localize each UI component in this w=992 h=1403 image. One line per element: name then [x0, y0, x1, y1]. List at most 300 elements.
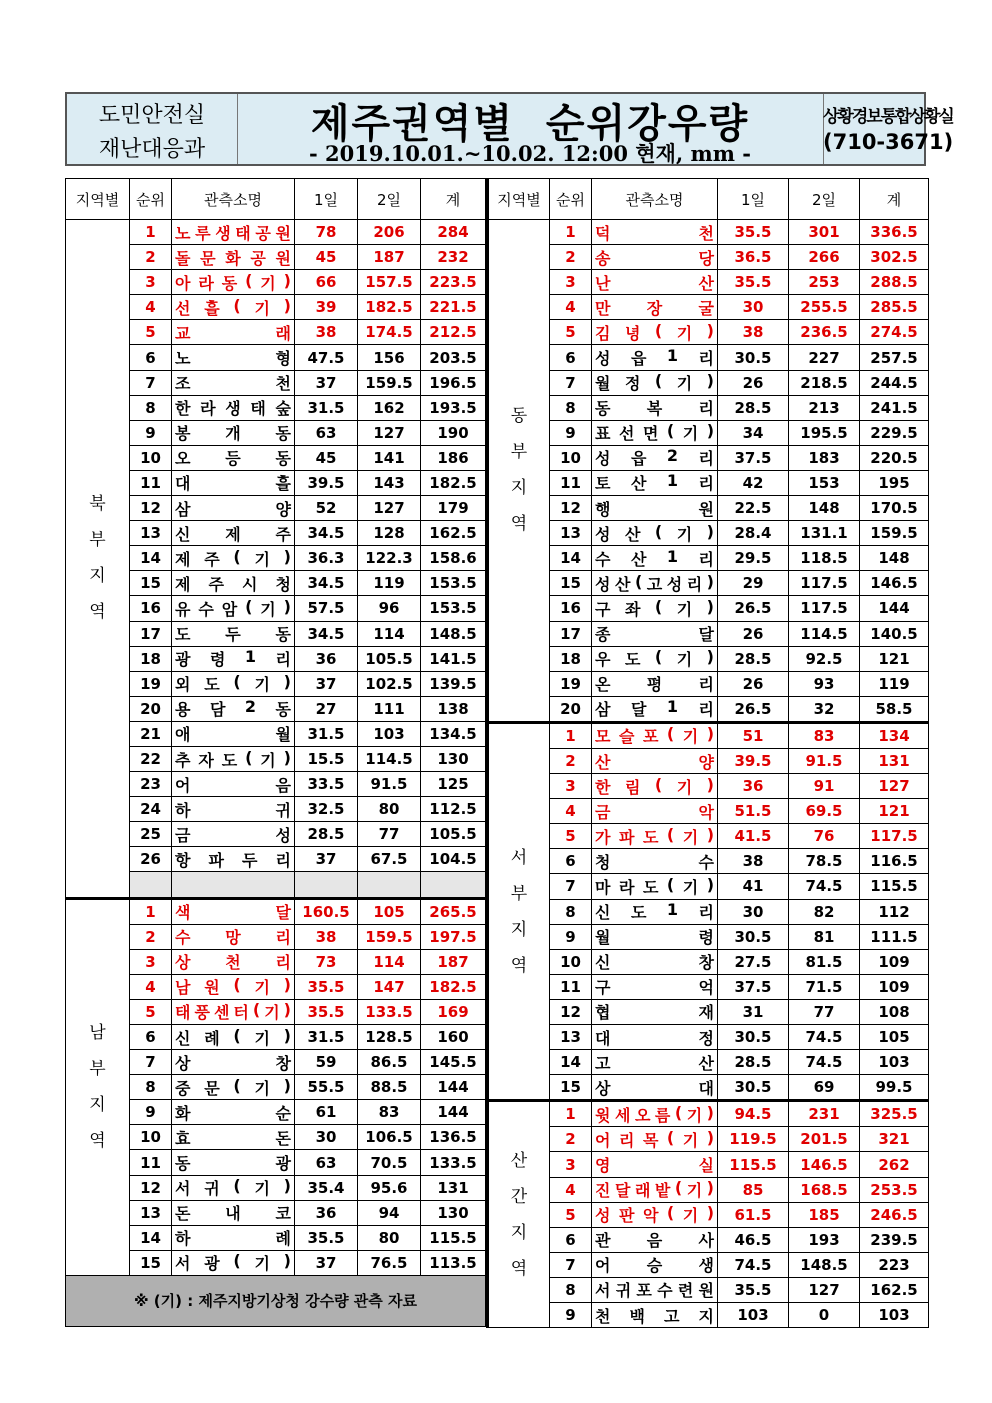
day1-rainfall: 34 [718, 420, 789, 445]
station-name [172, 721, 295, 746]
table-row [488, 1075, 929, 1101]
rank: 4 [550, 295, 592, 320]
total-rainfall: 229.5 [860, 420, 929, 445]
table-row [66, 1125, 487, 1150]
day1-rainfall: 38 [718, 849, 789, 874]
station-name-text: 외 도 ( 기 ) [175, 672, 291, 695]
station-name-text: 선 흘 ( 기 ) [175, 295, 291, 318]
day2-rainfall: 141 [358, 445, 421, 470]
station-name-text: 하 례 [175, 1229, 291, 1249]
region-char: 부 [89, 1059, 106, 1080]
station-name [172, 1125, 295, 1150]
station-name-text: 노 루 생 태 공 원 [175, 223, 291, 243]
table-row [488, 546, 929, 571]
station-name-text: 봉 개 동 [175, 424, 291, 444]
day1-rainfall: 35.5 [718, 1277, 789, 1302]
region-char: 부 [510, 442, 528, 463]
total-rainfall: 125 [421, 772, 487, 797]
day1-rainfall: 57.5 [295, 596, 358, 621]
station-name-text: 신 례 ( 기 ) [175, 1025, 291, 1048]
rank: 1 [130, 220, 172, 245]
day1-rainfall: 15.5 [295, 746, 358, 771]
station-name-text: 대 흘 [175, 474, 291, 494]
rank: 5 [550, 824, 592, 849]
region-char: 지 [510, 919, 528, 940]
table-row [66, 898, 487, 924]
station-name-text: 김 녕 ( 기 ) [595, 320, 714, 343]
station-name [592, 696, 718, 722]
day2-rainfall: 119 [358, 571, 421, 596]
total-rainfall: 212.5 [421, 320, 487, 345]
region-char: 서 [510, 847, 528, 868]
page-title: 제주권역별 순위강우량 [310, 101, 750, 147]
station-name [172, 772, 295, 797]
column-header: 관측소명 [172, 179, 295, 220]
column-header: 관측소명 [592, 179, 718, 220]
station-name-text: 성 읍 2 리 [595, 446, 714, 469]
day2-rainfall: 231 [789, 1101, 860, 1127]
region-char: 부 [89, 530, 106, 551]
office-phone: (710-3671) [823, 130, 954, 154]
region-char: 역 [89, 1131, 106, 1152]
station-name [592, 345, 718, 370]
table-row [488, 1202, 929, 1227]
day2-rainfall: 156 [358, 345, 421, 370]
region-char: 북 [89, 494, 106, 515]
region-char: 역 [510, 1258, 528, 1279]
table-row [66, 295, 487, 320]
station-name-text: 태 풍 센 터 ( 기 ) [175, 1000, 291, 1023]
day1-rainfall: 37.5 [718, 974, 789, 999]
station-name [592, 722, 718, 748]
org-line2: 재난대응과 [98, 137, 206, 162]
table-row [66, 270, 487, 295]
table-row [488, 1152, 929, 1177]
rank: 23 [130, 772, 172, 797]
day2-rainfall: 96 [358, 596, 421, 621]
station-name-text: 하 귀 [175, 800, 291, 820]
total-rainfall: 203.5 [421, 345, 487, 370]
station-name-text: 관 음 사 [595, 1231, 714, 1251]
column-header: 1일 [718, 179, 789, 220]
rank: 9 [550, 1303, 592, 1328]
day1-rainfall: 27 [295, 696, 358, 721]
rank: 7 [130, 1050, 172, 1075]
total-rainfall: 153.5 [421, 571, 487, 596]
column-header: 2일 [789, 179, 860, 220]
region-char: 산 [510, 1150, 528, 1171]
total-rainfall: 193.5 [421, 395, 487, 420]
total-rainfall: 141.5 [421, 646, 487, 671]
station-name [592, 874, 718, 899]
day2-rainfall: 74.5 [789, 874, 860, 899]
day2-rainfall: 253 [789, 270, 860, 295]
table-row [488, 521, 929, 546]
table-row [488, 245, 929, 270]
table-row [66, 671, 487, 696]
day1-rainfall: 32.5 [295, 797, 358, 822]
station-name-text: 동 복 리 [595, 399, 714, 419]
day1-rainfall: 34.5 [295, 571, 358, 596]
station-name [172, 370, 295, 395]
day1-rainfall: 37 [295, 847, 358, 872]
rank: 19 [550, 671, 592, 696]
day1-rainfall: 28.5 [718, 1050, 789, 1075]
table-row [66, 345, 487, 370]
total-rainfall: 241.5 [860, 395, 929, 420]
station-name [592, 1152, 718, 1177]
day1-rainfall: 30.5 [718, 345, 789, 370]
day2-rainfall: 69 [789, 1075, 860, 1101]
day2-rainfall: 174.5 [358, 320, 421, 345]
day2-rainfall: 93 [789, 671, 860, 696]
station-name [172, 420, 295, 445]
day2-rainfall: 82 [789, 899, 860, 924]
rank: 9 [130, 420, 172, 445]
total-rainfall: 131 [421, 1175, 487, 1200]
station-name [592, 1303, 718, 1328]
station-name [592, 621, 718, 646]
total-rainfall: 130 [421, 746, 487, 771]
total-rainfall: 162.5 [421, 521, 487, 546]
station-name [592, 899, 718, 924]
region-char: 역 [89, 602, 106, 623]
total-rainfall: 103 [860, 1050, 929, 1075]
day2-rainfall: 236.5 [789, 320, 860, 345]
station-name [172, 270, 295, 295]
total-rainfall: 103 [860, 1303, 929, 1328]
day2-rainfall: 146.5 [789, 1152, 860, 1177]
region-char: 역 [510, 514, 528, 535]
station-name-text: 진 달 래 밭 ( 기 ) [595, 1178, 714, 1201]
table-row [488, 1303, 929, 1328]
station-name [172, 596, 295, 621]
station-name-text: 수 산 1 리 [595, 546, 714, 569]
total-rainfall: 244.5 [860, 370, 929, 395]
station-name-text: 수 망 리 [175, 928, 291, 948]
day1-rainfall: 45 [295, 445, 358, 470]
rank: 20 [550, 696, 592, 722]
station-name-text: 대 정 [595, 1028, 714, 1048]
station-name [592, 496, 718, 521]
rank: 4 [550, 799, 592, 824]
station-name [172, 974, 295, 999]
region-char: 역 [510, 955, 528, 976]
station-name [592, 395, 718, 420]
day2-rainfall: 122.3 [358, 546, 421, 571]
rank: 25 [130, 822, 172, 847]
rank: 17 [130, 621, 172, 646]
station-name-text: 종 달 [595, 625, 714, 645]
station-name-text: 서 귀 ( 기 ) [175, 1176, 291, 1199]
rank: 9 [550, 420, 592, 445]
total-rainfall: 153.5 [421, 596, 487, 621]
day1-rainfall: 47.5 [295, 345, 358, 370]
total-rainfall: 284 [421, 220, 487, 245]
region-char: 부 [510, 883, 528, 904]
station-name [172, 898, 295, 924]
total-rainfall: 111.5 [860, 924, 929, 949]
column-header: 지역별 [488, 179, 550, 220]
total-rainfall: 131 [860, 748, 929, 773]
total-rainfall: 139.5 [421, 671, 487, 696]
day1-rainfall [295, 872, 358, 898]
total-rainfall: 195 [860, 470, 929, 495]
station-name-text: 온 평 리 [595, 675, 714, 695]
day2-rainfall: 111 [358, 696, 421, 721]
day1-rainfall: 30 [295, 1125, 358, 1150]
day1-rainfall: 35.5 [718, 220, 789, 245]
region-label [488, 220, 550, 723]
table-row [488, 899, 929, 924]
table-row [488, 646, 929, 671]
rank: 14 [130, 546, 172, 571]
day1-rainfall: 36 [295, 646, 358, 671]
station-name [592, 1227, 718, 1252]
day1-rainfall: 34.5 [295, 621, 358, 646]
day2-rainfall: 157.5 [358, 270, 421, 295]
day1-rainfall: 61.5 [718, 1202, 789, 1227]
rank: 18 [130, 646, 172, 671]
total-rainfall: 262 [860, 1152, 929, 1177]
table-row [488, 445, 929, 470]
table-row [488, 949, 929, 974]
table-row [488, 571, 929, 596]
region-char: 지 [510, 478, 528, 499]
total-rainfall: 115.5 [860, 874, 929, 899]
table-row [66, 420, 487, 445]
day2-rainfall: 114.5 [789, 621, 860, 646]
table-row [66, 1250, 487, 1275]
rank: 2 [550, 1127, 592, 1152]
region-char: 지 [89, 566, 106, 587]
day2-rainfall: 131.1 [789, 521, 860, 546]
day2-rainfall: 255.5 [789, 295, 860, 320]
rank: 6 [130, 1025, 172, 1050]
rank: 3 [550, 1152, 592, 1177]
station-name-text: 오 등 동 [175, 449, 291, 469]
day2-rainfall: 74.5 [789, 1050, 860, 1075]
day2-rainfall: 92.5 [789, 646, 860, 671]
day1-rainfall: 31 [718, 999, 789, 1024]
table-row [488, 849, 929, 874]
station-name [172, 445, 295, 470]
rank: 5 [130, 320, 172, 345]
station-name-text: 성 산 ( 고 성 리 ) [595, 571, 714, 594]
table-row [488, 722, 929, 748]
total-rainfall: 58.5 [860, 696, 929, 722]
day1-rainfall: 26.5 [718, 596, 789, 621]
rank: 2 [550, 748, 592, 773]
region-char: 남 [89, 1023, 106, 1044]
total-rainfall: 285.5 [860, 295, 929, 320]
day1-rainfall: 36 [295, 1200, 358, 1225]
station-name [592, 445, 718, 470]
rank: 1 [550, 220, 592, 245]
station-name [592, 999, 718, 1024]
total-rainfall: 144 [421, 1100, 487, 1125]
station-name [172, 646, 295, 671]
day1-rainfall: 26 [718, 370, 789, 395]
day2-rainfall: 148 [789, 496, 860, 521]
day2-rainfall: 127 [789, 1277, 860, 1302]
day2-rainfall: 118.5 [789, 546, 860, 571]
day1-rainfall: 59 [295, 1050, 358, 1075]
station-name-text: 제 주 시 청 [175, 574, 291, 594]
table-row [488, 470, 929, 495]
station-name-text: 효 돈 [175, 1128, 291, 1148]
station-name [592, 420, 718, 445]
day1-rainfall: 85 [718, 1177, 789, 1202]
station-name [592, 470, 718, 495]
footnote-row [66, 1275, 487, 1326]
table-row [488, 671, 929, 696]
org-line1: 도민안전실 [98, 103, 206, 128]
rank: 6 [550, 849, 592, 874]
day1-rainfall: 63 [295, 1150, 358, 1175]
station-name [172, 1150, 295, 1175]
day1-rainfall: 31.5 [295, 721, 358, 746]
station-name [592, 1127, 718, 1152]
day2-rainfall: 83 [358, 1100, 421, 1125]
blank-row [66, 872, 487, 898]
total-rainfall: 257.5 [860, 345, 929, 370]
day1-rainfall: 28.5 [295, 822, 358, 847]
table-row [66, 370, 487, 395]
day1-rainfall: 39.5 [718, 748, 789, 773]
table-row [488, 320, 929, 345]
report-header [65, 92, 954, 166]
column-header: 1일 [295, 179, 358, 220]
station-name [172, 320, 295, 345]
day2-rainfall: 148.5 [789, 1252, 860, 1277]
station-name [172, 1050, 295, 1075]
station-name-text: 토 산 1 리 [595, 471, 714, 494]
total-rainfall: 138 [421, 696, 487, 721]
day2-rainfall: 159.5 [358, 924, 421, 949]
title-box [237, 94, 824, 164]
total-rainfall: 182.5 [421, 470, 487, 495]
total-rainfall: 274.5 [860, 320, 929, 345]
day1-rainfall: 27.5 [718, 949, 789, 974]
day1-rainfall: 115.5 [718, 1152, 789, 1177]
day2-rainfall: 86.5 [358, 1050, 421, 1075]
day2-rainfall [358, 872, 421, 898]
station-name-text: 월 정 ( 기 ) [595, 371, 714, 394]
rank: 14 [550, 546, 592, 571]
day1-rainfall: 36.5 [718, 245, 789, 270]
table-row [488, 496, 929, 521]
day2-rainfall: 128 [358, 521, 421, 546]
day2-rainfall: 78.5 [789, 849, 860, 874]
column-header: 2일 [358, 179, 421, 220]
total-rainfall: 109 [860, 949, 929, 974]
station-name [592, 270, 718, 295]
station-name-text: 협 재 [595, 1003, 714, 1023]
total-rainfall: 146.5 [860, 571, 929, 596]
station-name-text: 산 양 [595, 752, 714, 772]
day2-rainfall: 218.5 [789, 370, 860, 395]
rank: 16 [550, 596, 592, 621]
table-row [488, 824, 929, 849]
day2-rainfall: 105 [358, 898, 421, 924]
day2-rainfall: 159.5 [358, 370, 421, 395]
station-name-text: 추 자 도 ( 기 ) [175, 747, 291, 770]
day2-rainfall: 81.5 [789, 949, 860, 974]
station-name [172, 1175, 295, 1200]
table-row [66, 924, 487, 949]
rank: 12 [550, 999, 592, 1024]
column-header: 계 [860, 179, 929, 220]
table-row [66, 571, 487, 596]
region-char: 지 [510, 1222, 528, 1243]
station-name [172, 1200, 295, 1225]
day1-rainfall: 66 [295, 270, 358, 295]
rank: 7 [130, 370, 172, 395]
rank: 10 [130, 1125, 172, 1150]
station-name [592, 849, 718, 874]
total-rainfall: 119 [860, 671, 929, 696]
day1-rainfall: 30.5 [718, 1075, 789, 1101]
rank: 6 [550, 345, 592, 370]
total-rainfall: 220.5 [860, 445, 929, 470]
station-name [172, 999, 295, 1024]
day2-rainfall: 153 [789, 470, 860, 495]
station-name-text: 돌 문 화 공 원 [175, 248, 291, 268]
station-name [592, 521, 718, 546]
rank: 9 [130, 1100, 172, 1125]
day1-rainfall: 51.5 [718, 799, 789, 824]
station-name-text: 우 도 ( 기 ) [595, 647, 714, 670]
day1-rainfall: 73 [295, 949, 358, 974]
total-rainfall: 232 [421, 245, 487, 270]
table-row [66, 822, 487, 847]
day2-rainfall: 80 [358, 1225, 421, 1250]
total-rainfall: 112.5 [421, 797, 487, 822]
day1-rainfall: 55.5 [295, 1075, 358, 1100]
station-name-text: 송 당 [595, 248, 714, 268]
day2-rainfall: 183 [789, 445, 860, 470]
day2-rainfall: 127 [358, 420, 421, 445]
station-name-text: 상 대 [595, 1078, 714, 1098]
day1-rainfall: 26 [718, 671, 789, 696]
day2-rainfall: 95.6 [358, 1175, 421, 1200]
station-name-text: 제 주 ( 기 ) [175, 546, 291, 569]
station-name [592, 974, 718, 999]
rank: 11 [130, 1150, 172, 1175]
day2-rainfall: 74.5 [789, 1025, 860, 1050]
rank: 14 [550, 1050, 592, 1075]
station-name [592, 646, 718, 671]
station-name-text: 어 승 생 [595, 1256, 714, 1276]
day2-rainfall: 88.5 [358, 1075, 421, 1100]
station-name [172, 949, 295, 974]
total-rainfall: 169 [421, 999, 487, 1024]
table-row [488, 924, 929, 949]
rank: 8 [550, 395, 592, 420]
day2-rainfall: 106.5 [358, 1125, 421, 1150]
rank: 13 [550, 1025, 592, 1050]
station-name-text: 금 성 [175, 825, 291, 845]
station-name [592, 1177, 718, 1202]
office-name: 상황경보통합상황실 [823, 107, 953, 127]
day1-rainfall: 37 [295, 1250, 358, 1275]
station-name [172, 696, 295, 721]
day2-rainfall: 77 [789, 999, 860, 1024]
station-name [592, 1277, 718, 1302]
table-row [66, 696, 487, 721]
station-name [592, 370, 718, 395]
